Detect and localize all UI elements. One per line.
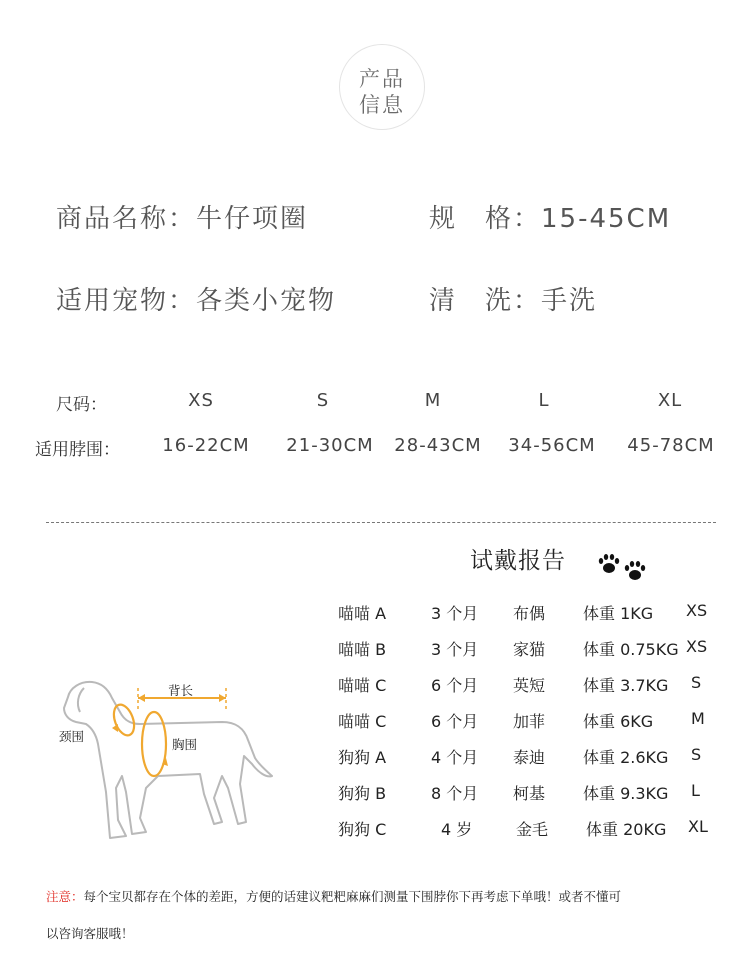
pet-cell: 狗狗 B [338, 784, 387, 803]
product-spec: 规 格：15-45CM [429, 204, 672, 234]
note-line-2: 以咨询客服哦！ [46, 926, 134, 941]
size-cell: L [538, 390, 550, 411]
label-chest: 胸围 [172, 737, 198, 752]
product-pets: 适用宠物：各类小宠物 [56, 286, 337, 316]
breed-cell: 加菲 [513, 712, 546, 731]
age-cell: 6 个月 [431, 676, 479, 695]
weight-cell: 体重 6KG [583, 712, 654, 731]
size-cell: S [316, 390, 330, 411]
note-line-1 [46, 887, 621, 905]
breed-cell: 金毛 [516, 820, 549, 839]
size-cell: XS [686, 637, 708, 656]
product-wash: 清 洗：手洗 [429, 286, 598, 316]
neck-cell: 16-22CM [162, 435, 250, 456]
paw-prints-icon [596, 552, 652, 584]
label-back-length: 背长 [168, 683, 194, 698]
badge-line-1: 产品 [359, 67, 405, 91]
size-cell: XL [657, 390, 683, 411]
dog-silhouette [64, 682, 272, 838]
weight-cell: 体重 2.6KG [583, 748, 669, 767]
age-cell: 3 个月 [431, 604, 479, 623]
dashed-divider [46, 522, 716, 523]
weight-cell: 体重 0.75KG [583, 640, 679, 659]
age-cell: 4 岁 [441, 820, 473, 839]
neck-cell: 34-56CM [508, 435, 596, 456]
pet-cell: 喵喵 C [338, 712, 387, 731]
product-name: 商品名称：牛仔项圈 [56, 204, 309, 234]
age-cell: 8 个月 [431, 784, 479, 803]
age-cell: 6 个月 [431, 712, 479, 731]
pet-cell: 喵喵 C [338, 676, 387, 695]
neck-label: 适用脖围： [35, 440, 120, 460]
badge-line-2: 信息 [359, 93, 405, 117]
size-cell: M [424, 390, 442, 411]
size-label: 尺码： [56, 395, 107, 415]
report-title: 试戴报告 [470, 548, 566, 574]
size-cell: M [691, 709, 705, 728]
pet-cell: 喵喵 A [338, 604, 387, 623]
age-cell: 4 个月 [431, 748, 479, 767]
section-badge [339, 44, 425, 130]
age-cell: 3 个月 [431, 640, 479, 659]
breed-cell: 泰迪 [513, 748, 546, 767]
table-row [0, 637, 750, 663]
dog-measurement-diagram [54, 672, 276, 844]
weight-cell: 体重 9.3KG [583, 784, 669, 803]
size-cell: S [691, 673, 702, 692]
size-cell: XL [688, 817, 708, 836]
breed-cell: 柯基 [513, 784, 546, 803]
pet-cell: 狗狗 A [338, 748, 387, 767]
size-cell: XS [686, 601, 708, 620]
table-row [0, 601, 750, 627]
breed-cell: 英短 [513, 676, 546, 695]
pet-cell: 狗狗 C [338, 820, 387, 839]
breed-cell: 家猫 [513, 640, 546, 659]
weight-cell: 体重 3.7KG [583, 676, 669, 695]
size-cell: L [691, 781, 700, 800]
size-cell: XS [188, 390, 214, 411]
size-cell: S [691, 745, 702, 764]
note-text: 每个宝贝都存在个体的差距，方便的话建议粑粑麻麻们测量下围脖你下再考虑下单哦！或者不懂可 [83, 889, 622, 904]
neck-cell: 28-43CM [394, 435, 482, 456]
weight-cell: 体重 20KG [586, 820, 667, 839]
label-neck: 颈围 [59, 729, 85, 744]
neck-cell: 45-78CM [627, 435, 715, 456]
pet-cell: 喵喵 B [338, 640, 387, 659]
neck-cell: 21-30CM [286, 435, 374, 456]
breed-cell: 布偶 [513, 604, 546, 623]
note-label: 注意： [46, 889, 84, 904]
weight-cell: 体重 1KG [583, 604, 654, 623]
